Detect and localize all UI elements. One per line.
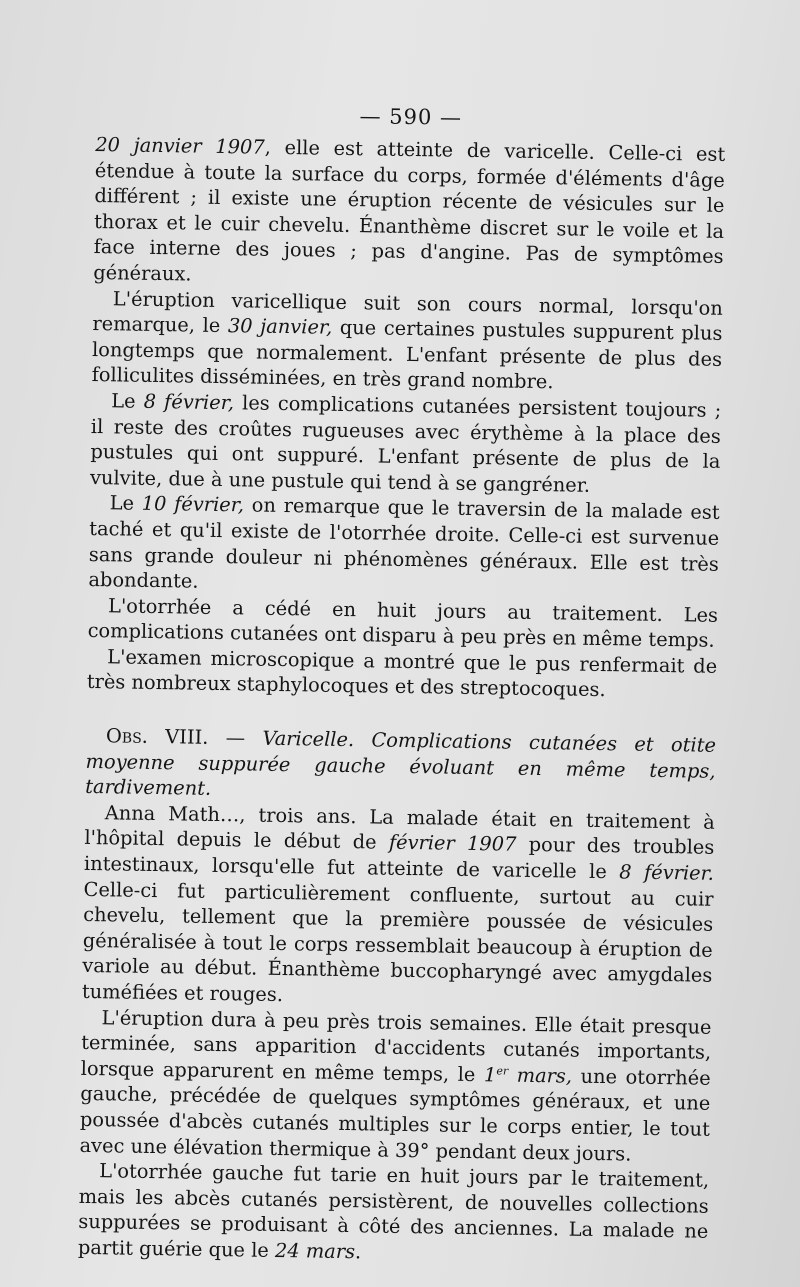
text: que certaines pustules suppurent plus longtemps que normalement. L'enfant présente de plus des folliculites disséminées, en très grand nombre.	[91, 315, 723, 394]
observation-label: Obs. VIII.	[105, 724, 209, 749]
text: Celle-ci fut particulièrement confluente, surtout au cuir chevelu, tellement que la première poussée de vésicules généralisée à tout le corps ressemblait beaucoup à éruption de variole au début. Énanthème buccopharyngé avec amygdales tuméfiées et rouges.	[81, 877, 714, 1007]
text: L'éruption varicellique suit son cours normal, lorsqu'on remarque, le	[92, 286, 723, 338]
text: .	[354, 1240, 362, 1264]
text: Anna Math…, trois ans. La malade était en traitement à l'hôpital depuis le début de	[84, 801, 715, 855]
paragraph	[93, 132, 725, 295]
date-day: 1	[483, 1062, 497, 1087]
dash: —	[208, 725, 263, 750]
date-superscript: er	[496, 1064, 509, 1078]
observation-heading	[85, 723, 716, 810]
text: L'otorrhée gauche fut tarie en huit jours par le traitement, mais les abcès cutanés persistèrent, de nouvelles collections suppurées se produisant à côté des anciennes. La malade ne partit guérie que le	[77, 1159, 710, 1262]
date: 8 février,	[143, 389, 235, 415]
date: 24 mars	[274, 1238, 356, 1264]
text: Le	[109, 491, 142, 516]
paragraph	[82, 800, 715, 1015]
text: Le	[111, 389, 144, 413]
paragraph	[79, 1004, 711, 1167]
page-content	[78, 100, 726, 1270]
text: , elle est atteinte de varicelle. Celle-ci est étendue à toute la surface du corps, formée d'éléments d'âge différent ; il existe une éruption récente de vésicules sur le thorax et le cuir chevelu. Énanthème discret sur le voile et la face interne des joues ; pas d'angine. Pas de symptômes généraux.	[93, 135, 726, 286]
text: L'éruption dura à peu près trois semaines. Elle était presque terminée, sans apparition d'accidents cutanés importants, lorsque apparurent en même temps, le	[80, 1005, 712, 1086]
date: février 1907	[388, 831, 517, 857]
page-number: — 590 —	[359, 104, 463, 130]
paragraph: L'examen microscopique a montré que le pus renfermait de très nombreux staphylocoques et des streptocoques.	[86, 645, 718, 702]
paragraph	[91, 286, 723, 398]
text: une otorrhée gauche, précédée de quelques symptômes généraux, et une poussée d'abcès cutanés multiples sur le corps entier, le tout avec une élévation thermique à 39° pendant deux jours.	[79, 1064, 711, 1166]
date-month: mars,	[507, 1063, 573, 1088]
date: 20 janvier 1907	[95, 132, 265, 159]
text: les complications cutanées persistent toujours ; il reste des croûtes rugueuses avec érythème à la place des pustules qui ont suppuré. L'enfant présente de plus de la vulvite, due à une pustule qui tend à se gangréner.	[89, 391, 722, 497]
text: pour des troubles intestinaux, lorsqu'elle fut atteinte de varicelle le	[83, 833, 715, 884]
paragraph	[78, 1158, 710, 1270]
date	[484, 1063, 572, 1087]
date: 10 février,	[141, 492, 245, 517]
paragraph: L'otorrhée a cédé en huit jours au traitement. Les complications cutanées ont disparu à peu près en même temps.	[87, 593, 719, 653]
paragraph	[88, 490, 720, 602]
paragraph	[90, 388, 722, 500]
observation-title: Varicelle. Complications cutanées et otite moyenne suppurée gauche évoluant en même temps, tardivement.	[85, 726, 717, 801]
date: 8 février.	[619, 860, 715, 885]
date: 30 janvier,	[227, 314, 333, 339]
text: on remarque que le traversin de la malade est taché et qu'il existe de l'otorrhée droite. Celle-ci est survenue sans grande douleur ni phénomènes généraux. Elle est très abondante.	[88, 493, 720, 593]
